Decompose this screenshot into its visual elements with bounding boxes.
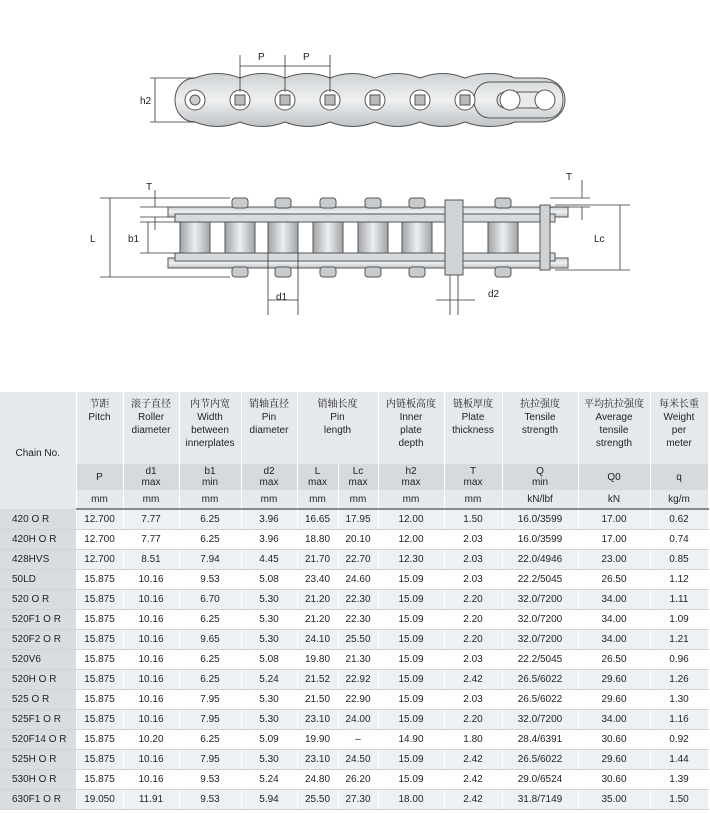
table-cell: 10.16	[123, 590, 179, 610]
table-cell: 6.25	[179, 610, 241, 630]
header-en: between	[191, 425, 229, 436]
table-cell: 30.60	[578, 770, 650, 790]
header-chain-no: Chain No.	[0, 392, 76, 509]
symbol-1	[123, 464, 179, 490]
header-zh: 每米长重	[659, 399, 699, 410]
table-cell: 5.94	[241, 790, 297, 810]
table-row	[0, 630, 708, 650]
chain-top-view	[168, 198, 568, 277]
header-zh: 滚子直径	[131, 399, 171, 410]
chain-number-cell: 520F2 O R	[0, 630, 76, 650]
header-en: Inner	[399, 412, 423, 423]
header-symbol: max	[348, 477, 368, 488]
label-l: L	[90, 234, 96, 245]
table-cell: 25.50	[338, 630, 378, 650]
table-cell: 23.10	[297, 750, 338, 770]
table-cell: 4.45	[241, 550, 297, 570]
table-row	[0, 690, 708, 710]
table-cell: 12.700	[76, 530, 123, 550]
table-cell: 12.30	[378, 550, 444, 570]
table-cell: 1.50	[650, 790, 708, 810]
table-cell: 7.95	[179, 690, 241, 710]
table-cell: 21.50	[297, 690, 338, 710]
table-cell: 15.09	[378, 750, 444, 770]
table-row	[0, 790, 708, 810]
unit-1: mm	[123, 490, 179, 509]
header-zh: 平均抗拉强度	[584, 399, 644, 410]
table-cell: 19.050	[76, 790, 123, 810]
header-symbol: Lc	[352, 466, 364, 477]
table-cell: 1.09	[650, 610, 708, 630]
table-cell: 2.03	[444, 690, 502, 710]
header-col-5	[378, 392, 444, 464]
table-cell: 5.30	[241, 610, 297, 630]
table-cell: 21.20	[297, 590, 338, 610]
table-cell: 2.03	[444, 530, 502, 550]
table-body	[0, 509, 708, 810]
table-cell: 5.30	[241, 750, 297, 770]
table-cell: 34.00	[578, 710, 650, 730]
symbol-l	[297, 464, 338, 490]
table-cell: 1.12	[650, 570, 708, 590]
table-cell: 9.53	[179, 790, 241, 810]
header-col-4	[297, 392, 378, 464]
table-row	[0, 570, 708, 590]
table-cell: 5.08	[241, 570, 297, 590]
table-cell: 21.20	[297, 610, 338, 630]
chain-spec-table	[0, 392, 709, 810]
table-row	[0, 730, 708, 750]
table-cell: 15.875	[76, 570, 123, 590]
chain-diagram	[0, 0, 710, 392]
symbol-0	[76, 464, 123, 490]
chain-number-cell: 520F1 O R	[0, 610, 76, 630]
symbol-lc	[338, 464, 378, 490]
label-h2: h2	[140, 96, 152, 107]
table-cell: 1.30	[650, 690, 708, 710]
table-cell: 0.92	[650, 730, 708, 750]
chain-number-cell: 630F1 O R	[0, 790, 76, 810]
chain-number-cell: 520H O R	[0, 670, 76, 690]
symbol-7	[502, 464, 578, 490]
table-cell: 9.65	[179, 630, 241, 650]
table-cell: 6.25	[179, 730, 241, 750]
table-cell: 7.77	[123, 509, 179, 530]
table-cell: 17.00	[578, 530, 650, 550]
header-symbol: max	[463, 477, 483, 488]
label-lc: Lc	[594, 234, 605, 245]
table-cell: 5.30	[241, 590, 297, 610]
label-d1: d1	[276, 292, 288, 303]
table-cell: 5.30	[241, 630, 297, 650]
table-header	[0, 392, 708, 509]
table-cell: 6.25	[179, 530, 241, 550]
table-row	[0, 550, 708, 570]
header-symbol: max	[141, 477, 161, 488]
table-cell: 10.16	[123, 770, 179, 790]
table-cell: 12.700	[76, 550, 123, 570]
table-cell: 3.96	[241, 509, 297, 530]
table-cell: 0.74	[650, 530, 708, 550]
chain-side-view	[175, 74, 565, 127]
symbol-2	[179, 464, 241, 490]
unit-8: kN	[578, 490, 650, 509]
table-cell: 10.16	[123, 570, 179, 590]
table-cell: 15.09	[378, 710, 444, 730]
header-symbol: b1	[204, 466, 216, 477]
header-col-6	[444, 392, 502, 464]
table-cell: 16.0/3599	[502, 530, 578, 550]
table-cell: 23.00	[578, 550, 650, 570]
table-cell: 32.0/7200	[502, 630, 578, 650]
table-cell: 7.95	[179, 750, 241, 770]
table-cell: 26.20	[338, 770, 378, 790]
table-cell: 1.16	[650, 710, 708, 730]
header-en: Weight	[663, 412, 695, 423]
table-cell: 2.03	[444, 570, 502, 590]
table-row	[0, 590, 708, 610]
chain-number-cell: 530H O R	[0, 770, 76, 790]
table-cell: 24.80	[297, 770, 338, 790]
table-cell: 23.40	[297, 570, 338, 590]
table-cell: 22.70	[338, 550, 378, 570]
table-cell: 2.42	[444, 790, 502, 810]
header-en: Average	[595, 412, 633, 423]
header-en: Width	[197, 412, 223, 423]
unit-lc: mm	[338, 490, 378, 509]
header-en: strength	[595, 438, 633, 449]
header-en: meter	[666, 438, 692, 449]
header-symbol: max	[308, 477, 327, 488]
table-row	[0, 670, 708, 690]
header-symbol: P	[96, 471, 103, 483]
table-cell: 24.50	[338, 750, 378, 770]
header-en: length	[323, 425, 352, 436]
table-cell: 15.875	[76, 670, 123, 690]
header-col-8	[578, 392, 650, 464]
unit-2: mm	[179, 490, 241, 509]
table-cell: 17.00	[578, 509, 650, 530]
table-cell: 10.20	[123, 730, 179, 750]
chain-number-cell: 50LD	[0, 570, 76, 590]
table-cell: 15.875	[76, 750, 123, 770]
table-cell: 16.65	[297, 509, 338, 530]
table-row	[0, 710, 708, 730]
label-t-right: T	[566, 172, 573, 183]
table-cell: 1.39	[650, 770, 708, 790]
table-cell: 25.50	[297, 790, 338, 810]
header-zh: 销轴直径	[249, 399, 289, 410]
header-col-2	[179, 392, 241, 464]
table-cell: 6.25	[179, 650, 241, 670]
table-cell: 0.85	[650, 550, 708, 570]
symbol-3	[241, 464, 297, 490]
table-cell: 10.16	[123, 650, 179, 670]
header-zh: 抗拉强度	[520, 399, 560, 410]
unit-5: mm	[378, 490, 444, 509]
header-en: plate	[400, 425, 422, 436]
header-en: Plate	[461, 412, 485, 423]
table-cell: 22.30	[338, 610, 378, 630]
table-cell: 22.92	[338, 670, 378, 690]
table-cell: 2.42	[444, 750, 502, 770]
unit-l: mm	[297, 490, 338, 509]
header-symbol: d2	[263, 466, 275, 477]
symbol-8	[578, 464, 650, 490]
table-cell: 6.25	[179, 509, 241, 530]
header-zh: 链板厚度	[453, 399, 493, 410]
table-cell: 15.09	[378, 590, 444, 610]
label-pitch-1: P	[258, 52, 265, 63]
table-cell: 5.24	[241, 670, 297, 690]
table-cell: 1.26	[650, 670, 708, 690]
table-cell: 0.96	[650, 650, 708, 670]
table-cell: 10.16	[123, 670, 179, 690]
table-cell: 1.11	[650, 590, 708, 610]
chain-number-cell: 525F1 O R	[0, 710, 76, 730]
table-cell: 32.0/7200	[502, 610, 578, 630]
table-cell: 15.875	[76, 630, 123, 650]
symbol-9	[650, 464, 708, 490]
table-cell: 2.20	[444, 610, 502, 630]
chain-number-cell: 428HVS	[0, 550, 76, 570]
table-cell: 15.875	[76, 610, 123, 630]
table-row	[0, 509, 708, 530]
table-cell: 32.0/7200	[502, 590, 578, 610]
chain-number-cell: 525 O R	[0, 690, 76, 710]
chain-number-cell: 420H O R	[0, 530, 76, 550]
table-cell: 1.50	[444, 509, 502, 530]
header-zh: 内链板高度	[386, 399, 436, 410]
table-cell: 22.2/5045	[502, 570, 578, 590]
header-en: strength	[521, 425, 559, 436]
table-cell: 15.09	[378, 610, 444, 630]
table-cell: 15.09	[378, 630, 444, 650]
header-symbol: d1	[145, 466, 157, 477]
header-zh: 内节内宽	[190, 399, 230, 410]
table-cell: 10.16	[123, 690, 179, 710]
label-pitch-2: P	[303, 52, 310, 63]
table-cell: 26.50	[578, 570, 650, 590]
table-cell: 15.875	[76, 710, 123, 730]
header-symbol: Q	[536, 466, 544, 477]
table-cell: 15.09	[378, 770, 444, 790]
table-cell: 15.09	[378, 570, 444, 590]
table-cell: 15.875	[76, 730, 123, 750]
table-cell: 2.42	[444, 670, 502, 690]
table-cell: 17.95	[338, 509, 378, 530]
table-cell: 2.03	[444, 550, 502, 570]
table-cell: 31.8/7149	[502, 790, 578, 810]
table-cell: 34.00	[578, 610, 650, 630]
header-en: innerplates	[185, 438, 235, 449]
table-cell: 2.03	[444, 650, 502, 670]
table-row	[0, 650, 708, 670]
label-b1: b1	[128, 234, 140, 245]
table-cell: 2.20	[444, 710, 502, 730]
chain-number-cell: 420 O R	[0, 509, 76, 530]
header-en: Roller	[137, 412, 165, 423]
table-cell: 29.60	[578, 670, 650, 690]
table-cell: 11.91	[123, 790, 179, 810]
table-cell: 5.30	[241, 710, 297, 730]
table-cell: 2.20	[444, 630, 502, 650]
table-cell: 10.16	[123, 750, 179, 770]
header-col-9	[650, 392, 708, 464]
table-cell: 8.51	[123, 550, 179, 570]
table-cell: 15.875	[76, 650, 123, 670]
table-cell: 21.52	[297, 670, 338, 690]
unit-6: mm	[444, 490, 502, 509]
header-symbol: Q0	[607, 471, 621, 483]
table-cell: –	[338, 730, 378, 750]
table-cell: 7.95	[179, 710, 241, 730]
table-cell: 14.90	[378, 730, 444, 750]
table-row	[0, 770, 708, 790]
header-symbol: L	[314, 466, 321, 477]
label-d2: d2	[488, 289, 500, 300]
header-en: depth	[398, 438, 424, 449]
unit-3: mm	[241, 490, 297, 509]
table-cell: 2.20	[444, 590, 502, 610]
unit-9: kg/m	[650, 490, 708, 509]
table-row	[0, 610, 708, 630]
table-cell: 23.10	[297, 710, 338, 730]
chain-number-cell: 525H O R	[0, 750, 76, 770]
header-col-3	[241, 392, 297, 464]
table-cell: 6.70	[179, 590, 241, 610]
table-row	[0, 750, 708, 770]
header-en: thickness	[452, 425, 494, 436]
header-en: diameter	[131, 425, 171, 436]
table-cell: 24.60	[338, 570, 378, 590]
table-cell: 29.0/6524	[502, 770, 578, 790]
table-cell: 2.42	[444, 770, 502, 790]
header-en: diameter	[249, 425, 289, 436]
table-cell: 32.0/7200	[502, 710, 578, 730]
header-zh: 销轴长度	[317, 399, 358, 410]
table-cell: 15.875	[76, 770, 123, 790]
table-cell: 15.09	[378, 670, 444, 690]
table-cell: 26.5/6022	[502, 690, 578, 710]
table-row	[0, 530, 708, 550]
table-cell: 0.62	[650, 509, 708, 530]
table-cell: 21.30	[338, 650, 378, 670]
header-col-0	[76, 392, 123, 464]
unit-7: kN/lbf	[502, 490, 578, 509]
table-cell: 26.50	[578, 650, 650, 670]
header-symbol: max	[401, 477, 421, 488]
table-cell: 9.53	[179, 770, 241, 790]
header-symbol: max	[259, 477, 279, 488]
table-cell: 34.00	[578, 590, 650, 610]
table-cell: 34.00	[578, 630, 650, 650]
table-cell: 15.875	[76, 590, 123, 610]
table-cell: 5.24	[241, 770, 297, 790]
table-cell: 1.21	[650, 630, 708, 650]
header-symbol: min	[531, 477, 549, 488]
chain-number-cell: 520V6	[0, 650, 76, 670]
table-cell: 16.0/3599	[502, 509, 578, 530]
table-cell: 10.16	[123, 630, 179, 650]
table-cell: 30.60	[578, 730, 650, 750]
table-cell: 15.875	[76, 690, 123, 710]
symbol-6	[444, 464, 502, 490]
label-t-left: T	[146, 182, 153, 193]
table-cell: 27.30	[338, 790, 378, 810]
header-symbol: h2	[405, 466, 417, 477]
table-cell: 24.10	[297, 630, 338, 650]
table-cell: 22.90	[338, 690, 378, 710]
header-en: Tensile	[524, 412, 556, 423]
header-en: Pin	[261, 412, 277, 423]
table-cell: 9.53	[179, 570, 241, 590]
table-cell: 18.00	[378, 790, 444, 810]
table-cell: 24.00	[338, 710, 378, 730]
table-cell: 19.90	[297, 730, 338, 750]
header-symbol: T	[469, 466, 477, 477]
table-cell: 20.10	[338, 530, 378, 550]
table-cell: 5.08	[241, 650, 297, 670]
table-cell: 15.09	[378, 650, 444, 670]
chain-number-cell: 520F14 O R	[0, 730, 76, 750]
header-col-1	[123, 392, 179, 464]
header-en: per	[671, 425, 687, 436]
table-cell: 19.80	[297, 650, 338, 670]
table-cell: 10.16	[123, 710, 179, 730]
table-cell: 1.80	[444, 730, 502, 750]
table-cell: 5.30	[241, 690, 297, 710]
table-cell: 18.80	[297, 530, 338, 550]
table-cell: 21.70	[297, 550, 338, 570]
table-cell: 12.00	[378, 530, 444, 550]
chain-drawing	[0, 0, 710, 392]
header-en: Pin	[330, 412, 345, 423]
table-cell: 28.4/6391	[502, 730, 578, 750]
table-cell: 12.00	[378, 509, 444, 530]
symbol-5	[378, 464, 444, 490]
table-cell: 3.96	[241, 530, 297, 550]
header-en: Pitch	[88, 412, 111, 423]
header-zh: 节距	[89, 399, 110, 410]
table-cell: 5.09	[241, 730, 297, 750]
table-cell: 22.2/5045	[502, 650, 578, 670]
table-cell: 22.30	[338, 590, 378, 610]
table-cell: 6.25	[179, 670, 241, 690]
table-cell: 15.09	[378, 690, 444, 710]
table-cell: 22.0/4946	[502, 550, 578, 570]
table-cell: 7.77	[123, 530, 179, 550]
table-cell: 29.60	[578, 690, 650, 710]
table-cell: 26.5/6022	[502, 670, 578, 690]
table-cell: 35.00	[578, 790, 650, 810]
chain-number-cell: 520 O R	[0, 590, 76, 610]
table-cell: 29.60	[578, 750, 650, 770]
table-cell: 12.700	[76, 509, 123, 530]
unit-0: mm	[76, 490, 123, 509]
header-symbol: q	[676, 471, 682, 483]
table-cell: 1.44	[650, 750, 708, 770]
header-en: tensile	[599, 425, 629, 436]
header-col-7	[502, 392, 578, 464]
table-cell: 7.94	[179, 550, 241, 570]
table-cell: 26.5/6022	[502, 750, 578, 770]
header-symbol: min	[201, 477, 219, 488]
table-cell: 10.16	[123, 610, 179, 630]
